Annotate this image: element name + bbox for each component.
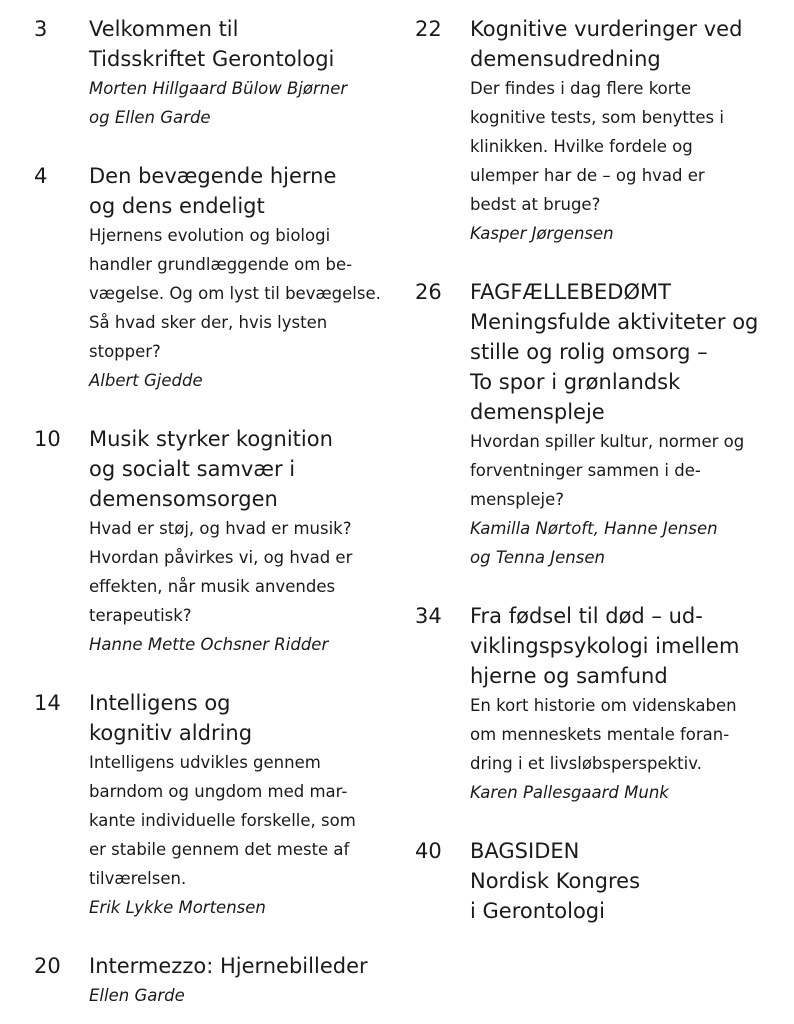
article-title: Intermezzo: Hjernebilleder	[89, 954, 368, 978]
article-title: Meningsfulde aktiviteter og stille og rolig omsorg – To spor i grønlandsk demenspleje	[470, 310, 759, 424]
article-summary: Hvad er støj, og hvad er musik? Hvordan påvirkes vi, og hvad er effekten, når musik anvendes terapeutisk?	[89, 519, 353, 625]
article-title: Kognitive vurderinger ved demensudredning	[470, 17, 743, 71]
page-number: 4	[34, 164, 48, 188]
article-summary: Hjernens evolution og biologi handler grundlæggende om be- vægelse. Og om lyst til bevægelse. Så hvad sker der, hvis lysten stopper?	[89, 226, 381, 361]
article-title: Velkommen til Tidsskriftet Gerontologi	[89, 17, 335, 71]
article-summary: En kort historie om videnskaben om menneskets mentale foran- dring i et livsløbsperspektiv.	[470, 696, 737, 773]
page-number: 14	[34, 691, 61, 715]
page-number: 40	[415, 839, 442, 863]
article-author: Kasper Jørgensen	[470, 224, 614, 243]
page-number: 22	[415, 17, 442, 41]
page-number: 26	[415, 280, 442, 304]
toc-entry[interactable]	[34, 951, 394, 1010]
article-title: Den bevægende hjerne og dens endeligt	[89, 164, 337, 218]
article-title: Musik styrker kognition og socialt samvær i demensomsorgen	[89, 427, 333, 511]
article-summary: Intelligens udvikles gennem barndom og ungdom med mar- kante individuelle forskelle, som er stabile gennem det meste af tilværelsen.	[89, 753, 356, 888]
toc-entry[interactable]	[415, 601, 775, 807]
article-summary: Der findes i dag flere korte kognitive tests, som benyttes i klinikken. Hvilke fordele og ulemper har de – og hvad er bedst at bruge?	[470, 79, 724, 214]
toc-right-column	[415, 14, 775, 926]
article-title: Intelligens og kognitiv aldring	[89, 691, 253, 745]
article-author: Kamilla Nørtoft, Hanne Jensen og Tenna Jensen	[470, 519, 718, 567]
article-author: Erik Lykke Mortensen	[89, 898, 266, 917]
article-summary: Hvordan spiller kultur, normer og forventninger sammen i de- menspleje?	[470, 432, 745, 509]
article-author: Ellen Garde	[89, 986, 185, 1005]
article-author: Albert Gjedde	[89, 371, 203, 390]
article-title: Fra fødsel til død – ud- viklingspsykologi imellem hjerne og samfund	[470, 604, 740, 688]
section-category: FAGFÆLLEBEDØMT	[470, 280, 671, 304]
toc-entry[interactable]	[415, 277, 775, 572]
section-category: BAGSIDEN	[470, 839, 580, 863]
page-number: 3	[34, 17, 48, 41]
toc-left-column	[34, 14, 394, 1010]
page-number: 10	[34, 427, 61, 451]
page-number: 20	[34, 954, 61, 978]
toc-entry[interactable]	[34, 688, 394, 922]
article-author: Morten Hillgaard Bülow Bjørner og Ellen Garde	[89, 79, 348, 127]
article-author: Hanne Mette Ochsner Ridder	[89, 635, 329, 654]
toc-entry[interactable]	[415, 836, 775, 926]
toc-entry[interactable]	[34, 161, 394, 395]
page-number: 34	[415, 604, 442, 628]
toc-entry[interactable]	[34, 424, 394, 659]
toc-entry[interactable]	[415, 14, 775, 248]
article-author: Karen Pallesgaard Munk	[470, 783, 669, 802]
article-title: Nordisk Kongres i Gerontologi	[470, 869, 641, 923]
toc-entry[interactable]	[34, 14, 394, 132]
